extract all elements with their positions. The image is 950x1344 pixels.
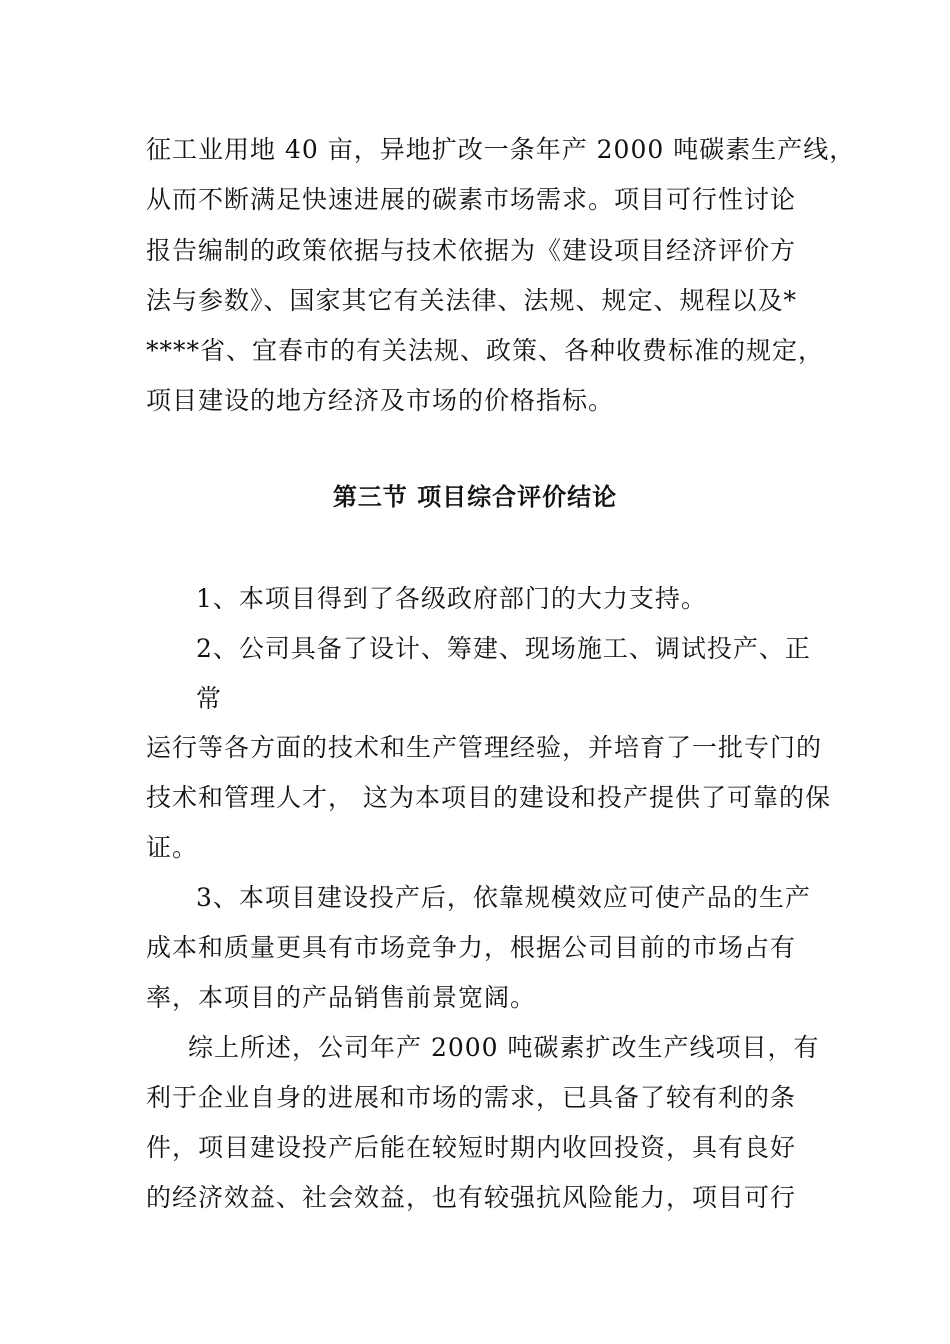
intro-line-6: 项目建设的地方经济及市场的价格指标。 <box>146 386 615 415</box>
item-2-line-5: 证。 <box>146 833 199 862</box>
summary-line-1: 综上所述，公司年产 2000 吨碳素扩改生产线项目，有 <box>188 1033 820 1062</box>
intro-line-1: 征工业用地 40 亩，异地扩改一条年产 2000 吨碳素生产线， <box>146 135 856 164</box>
item-2-line-2: 常 <box>196 684 223 713</box>
summary-line-4: 的经济效益、社会效益，也有较强抗风险能力，项目可行 <box>146 1183 797 1212</box>
item-3-line-2: 成本和质量更具有市场竞争力，根据公司目前的市场占有 <box>146 933 797 962</box>
item-2-line-1: 2、公司具备了设计、筹建、现场施工、调试投产、正 <box>196 634 811 663</box>
item-2-line-3: 运行等各方面的技术和生产管理经验，并培育了一批专门的 <box>146 733 823 762</box>
section-heading: 第三节 项目综合评价结论 <box>332 483 618 511</box>
intro-line-5: ****省、宜春市的有关法规、政策、各种收费标准的规定， <box>146 336 825 365</box>
intro-line-2: 从而不断满足快速进展的碳素市场需求。项目可行性讨论 <box>146 185 797 214</box>
intro-line-3: 报告编制的政策依据与技术依据为《建设项目经济评价方 <box>146 236 797 265</box>
summary-line-3: 件，项目建设投产后能在较短时期内收回投资，具有良好 <box>146 1133 797 1162</box>
item-3-line-1: 3、本项目建设投产后，依靠规模效应可使产品的生产 <box>196 883 811 912</box>
item-2-line-4: 技术和管理人才， 这为本项目的建设和投产提供了可靠的保 <box>146 783 831 812</box>
item-3-line-3: 率，本项目的产品销售前景宽阔。 <box>146 983 537 1012</box>
summary-line-2: 利于企业自身的进展和市场的需求，已具备了较有利的条 <box>146 1083 797 1112</box>
item-1-line-1: 1、本项目得到了各级政府部门的大力支持。 <box>196 584 707 613</box>
intro-line-4: 法与参数》、国家其它有关法律、法规、规定、规程以及* <box>146 286 798 315</box>
